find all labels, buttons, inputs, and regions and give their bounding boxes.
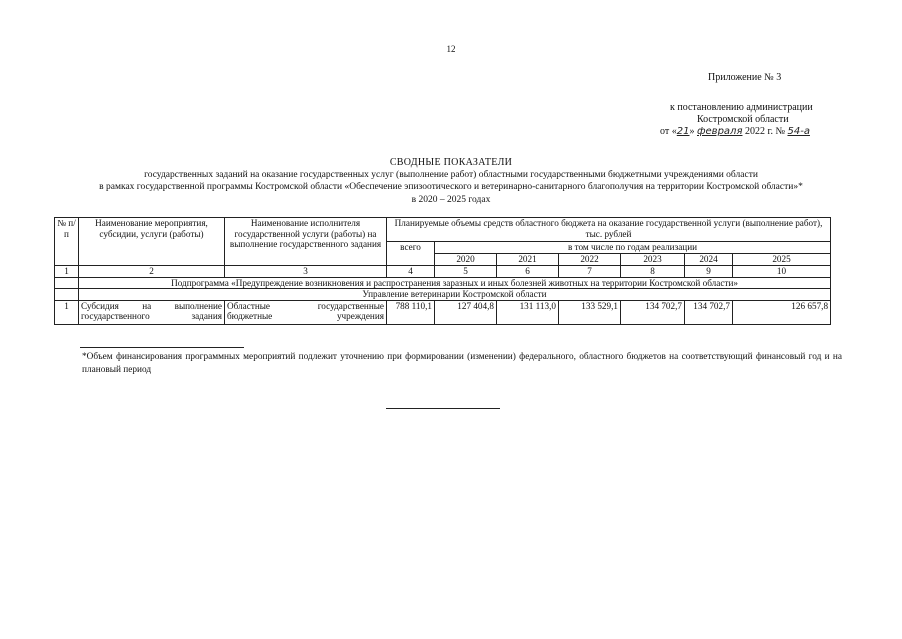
header-year: 2020 <box>435 254 497 266</box>
row-value: 134 702,7 <box>621 300 685 324</box>
header-year: 2025 <box>733 254 831 266</box>
subprogram-empty-cell <box>55 277 79 289</box>
subtitle-line-1: государственных заданий на оказание государственных услуг (выполнение работ) областными государственными бюджетными учреждениями области <box>144 170 758 180</box>
date-year: 2022 г. № <box>744 126 785 137</box>
footnote-divider <box>80 347 244 348</box>
end-divider <box>386 408 500 409</box>
column-number: 8 <box>621 266 685 278</box>
row-value: 131 113,0 <box>497 300 559 324</box>
appendix-title: Приложение № 3 <box>708 72 782 83</box>
department-empty-cell <box>55 289 79 301</box>
column-number: 6 <box>497 266 559 278</box>
column-number: 9 <box>685 266 733 278</box>
appendix-region-line: Костромской области <box>697 114 789 125</box>
column-number: 3 <box>225 266 387 278</box>
header-year: 2022 <box>559 254 621 266</box>
row-value: 127 404,8 <box>435 300 497 324</box>
indicators-table <box>54 217 831 325</box>
footnote: *Объем финансирования программных мероприятий подлежит уточнению при формировании (изменении) федерального, областного бюджетов на соответствующий финансовый год и на плановый период <box>82 352 842 375</box>
table-row <box>55 300 831 324</box>
subprogram-row: Подпрограмма «Предупреждение возникновения и распространения заразных и иных болезней животных на территории Костромской области» <box>79 277 831 289</box>
department-row: Управление ветеринарии Костромской области <box>79 289 831 301</box>
document-subtitle <box>40 169 862 193</box>
header-by-years: в том числе по годам реализации <box>435 242 831 254</box>
column-number: 2 <box>79 266 225 278</box>
row-value: 133 529,1 <box>559 300 621 324</box>
date-prefix: от « <box>660 126 677 137</box>
appendix-date-line <box>660 126 810 137</box>
handwritten-day: 21 <box>676 126 690 137</box>
row-name: Субсидия на выполнение государственного задания <box>79 300 225 324</box>
document-title: СВОДНЫЕ ПОКАЗАТЕЛИ <box>389 157 513 168</box>
date-mid: » <box>689 126 695 137</box>
header-year: 2021 <box>497 254 559 266</box>
column-number: 4 <box>387 266 435 278</box>
document-years: в 2020 – 2025 годах <box>411 195 491 205</box>
handwritten-number: 54-а <box>787 126 810 137</box>
column-number: 5 <box>435 266 497 278</box>
header-num: № п/п <box>55 218 79 266</box>
column-number: 1 <box>55 266 79 278</box>
column-number: 7 <box>559 266 621 278</box>
header-planned: Планируемые объемы средств областного бюджета на оказание государственной услуги (выполнение работ), тыс. рублей <box>387 218 831 242</box>
header-year: 2023 <box>621 254 685 266</box>
subtitle-line-2: в рамках государственной программы Костромской области «Обеспечение эпизоотического и ветеринарно-санитарного благополучия на территории Костромской области»* <box>99 182 803 192</box>
row-value: 126 657,8 <box>733 300 831 324</box>
row-num: 1 <box>55 300 79 324</box>
page-number: 12 <box>446 44 456 54</box>
header-year: 2024 <box>685 254 733 266</box>
appendix-decree-line: к постановлению администрации <box>670 102 813 113</box>
column-number: 10 <box>733 266 831 278</box>
header-name: Наименование мероприятия, субсидии, услуги (работы) <box>79 218 225 266</box>
row-value: 134 702,7 <box>685 300 733 324</box>
header-executor: Наименование исполнителя государственной услуги (работы) на выполнение государственного задания <box>225 218 387 266</box>
header-total: всего <box>387 242 435 266</box>
row-total: 788 110,1 <box>387 300 435 324</box>
row-executor: Областные государственные бюджетные учреждения <box>225 300 387 324</box>
handwritten-month: февраля <box>696 126 743 137</box>
